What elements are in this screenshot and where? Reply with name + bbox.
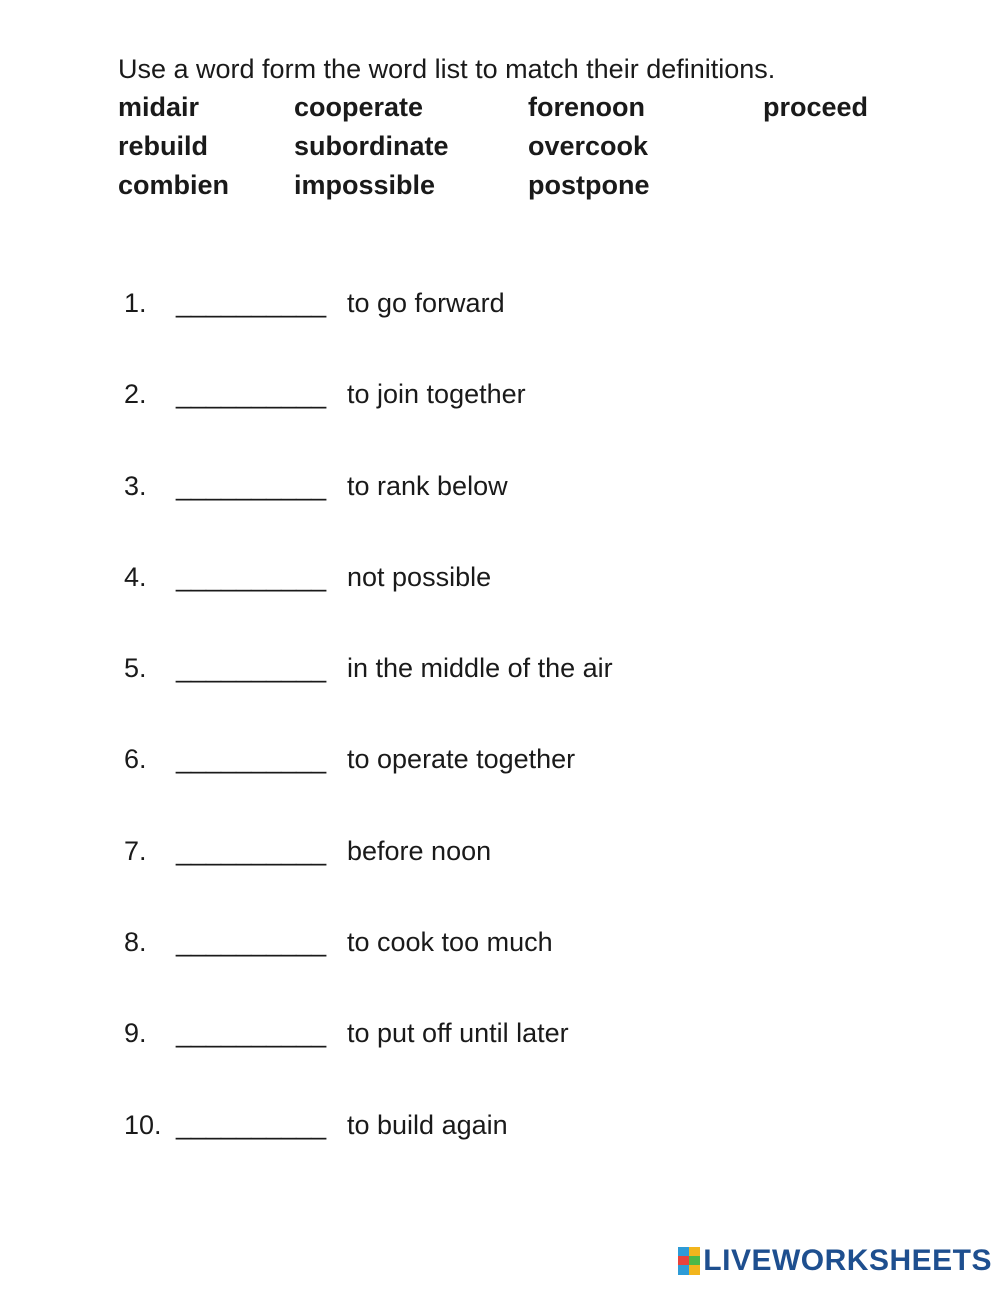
question-definition: to cook too much xyxy=(347,927,553,958)
logo-mark-square xyxy=(689,1247,700,1256)
logo-text: LIVEWORKSHEETS xyxy=(703,1244,992,1277)
question-number: 4. xyxy=(124,561,147,592)
question-row xyxy=(124,560,884,651)
word-bank-row xyxy=(118,168,918,207)
question-definition: not possible xyxy=(347,561,492,592)
liveworksheets-logo[interactable] xyxy=(678,1241,992,1281)
logo-mark-square xyxy=(689,1256,700,1265)
logo-mark-square xyxy=(678,1247,689,1256)
question-number: 10. xyxy=(124,1109,162,1140)
answer-blank[interactable]: __________ xyxy=(176,470,327,501)
answer-blank[interactable]: __________ xyxy=(176,379,327,410)
word-bank-word: overcook xyxy=(528,131,649,161)
word-bank-word: impossible xyxy=(294,170,436,200)
answer-blank[interactable]: __________ xyxy=(176,653,327,684)
answer-blank[interactable]: __________ xyxy=(176,288,327,318)
question-row xyxy=(124,286,884,377)
word-bank-row xyxy=(118,90,918,129)
question-definition: to join together xyxy=(347,379,526,410)
question-definition: to rank below xyxy=(347,470,508,501)
logo-mark-square xyxy=(678,1256,689,1265)
word-bank-word: forenoon xyxy=(528,92,645,122)
question-row xyxy=(124,1108,884,1199)
question-number: 9. xyxy=(124,1018,147,1049)
question-row xyxy=(124,651,884,742)
instructions: Use a word form the word list to match their definitions. xyxy=(118,54,776,84)
answer-blank[interactable]: __________ xyxy=(176,1018,327,1049)
answer-blank[interactable]: __________ xyxy=(176,1109,327,1140)
logo-mark-square xyxy=(678,1265,689,1275)
liveworksheets-logo-icon xyxy=(678,1247,700,1275)
question-definition: to build again xyxy=(347,1109,508,1140)
question-number: 1. xyxy=(124,288,147,318)
word-bank-word: midair xyxy=(118,92,200,122)
question-row xyxy=(124,742,884,833)
question-list xyxy=(124,286,884,1199)
question-number: 3. xyxy=(124,470,147,501)
word-bank-row xyxy=(118,129,918,168)
question-definition: to operate together xyxy=(347,744,576,775)
question-number: 6. xyxy=(124,744,147,775)
logo-mark-square xyxy=(689,1265,700,1275)
question-row xyxy=(124,925,884,1016)
question-number: 7. xyxy=(124,835,147,866)
answer-blank[interactable]: __________ xyxy=(176,835,327,866)
question-row xyxy=(124,834,884,925)
question-row xyxy=(124,377,884,468)
question-number: 8. xyxy=(124,927,147,958)
question-row xyxy=(124,1016,884,1107)
question-definition: to go forward xyxy=(347,288,505,318)
word-bank-word: proceed xyxy=(763,92,869,122)
word-bank-word: combien xyxy=(118,170,230,200)
answer-blank[interactable]: __________ xyxy=(176,927,327,958)
word-bank-word: rebuild xyxy=(118,131,209,161)
answer-blank[interactable]: __________ xyxy=(176,561,327,592)
question-definition: to put off until later xyxy=(347,1018,569,1049)
question-row xyxy=(124,469,884,560)
question-definition: in the middle of the air xyxy=(347,653,613,684)
question-definition: before noon xyxy=(347,835,492,866)
word-bank-word: postpone xyxy=(528,170,650,200)
word-bank-word: cooperate xyxy=(294,92,424,122)
answer-blank[interactable]: __________ xyxy=(176,744,327,775)
word-bank-word: subordinate xyxy=(294,131,449,161)
word-bank xyxy=(118,90,918,210)
question-number: 2. xyxy=(124,379,147,410)
question-number: 5. xyxy=(124,653,147,684)
